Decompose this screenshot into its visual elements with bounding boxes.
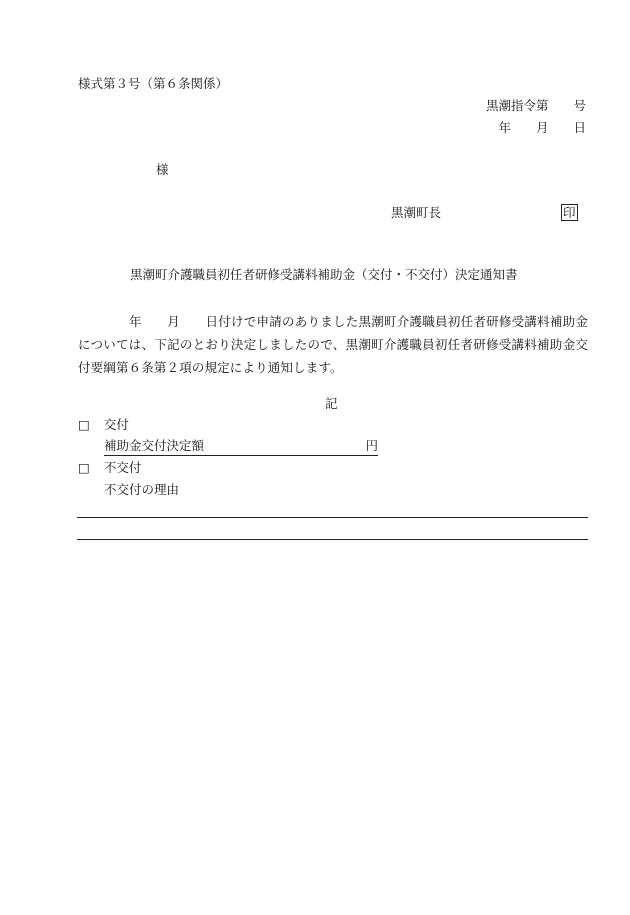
- grant-checkbox[interactable]: □: [78, 417, 90, 432]
- option-grant[interactable]: [78, 419, 129, 432]
- record-heading: 記: [325, 396, 338, 411]
- document-title: 黒潮町介護職員初任者研修受講料補助金（交付・不交付）決定通知書: [130, 267, 518, 282]
- deny-checkbox[interactable]: □: [78, 460, 90, 475]
- reason-line-2: [77, 539, 588, 540]
- document-number: 黒潮指令第 号: [485, 98, 586, 113]
- sender-name: 黒潮町長: [391, 205, 442, 220]
- form-number: 様式第３号（第６条関係）: [78, 76, 229, 91]
- option-deny[interactable]: [78, 462, 141, 475]
- addressee-suffix: 様: [156, 162, 169, 177]
- seal-mark: 印: [563, 205, 576, 220]
- deny-reason-label: 不交付の理由: [104, 482, 180, 497]
- grant-amount-label: 補助金交付決定額: [104, 438, 205, 453]
- grant-amount-unit: 円: [365, 438, 378, 453]
- body-paragraph: 年 月 日付けで申請のありました黒潮町介護職員初任者研修受講料補助金については、下記のとおり決定しましたので、黒潮町介護職員初任者研修受講料補助金交付要綱第６条第２項の規定により通知します。: [78, 314, 588, 375]
- grant-amount-line: [104, 440, 378, 456]
- document-date: 年 月 日: [498, 120, 586, 135]
- deny-label: 不交付: [103, 460, 142, 475]
- grant-label: 交付: [103, 417, 129, 432]
- reason-line-1: [77, 517, 588, 518]
